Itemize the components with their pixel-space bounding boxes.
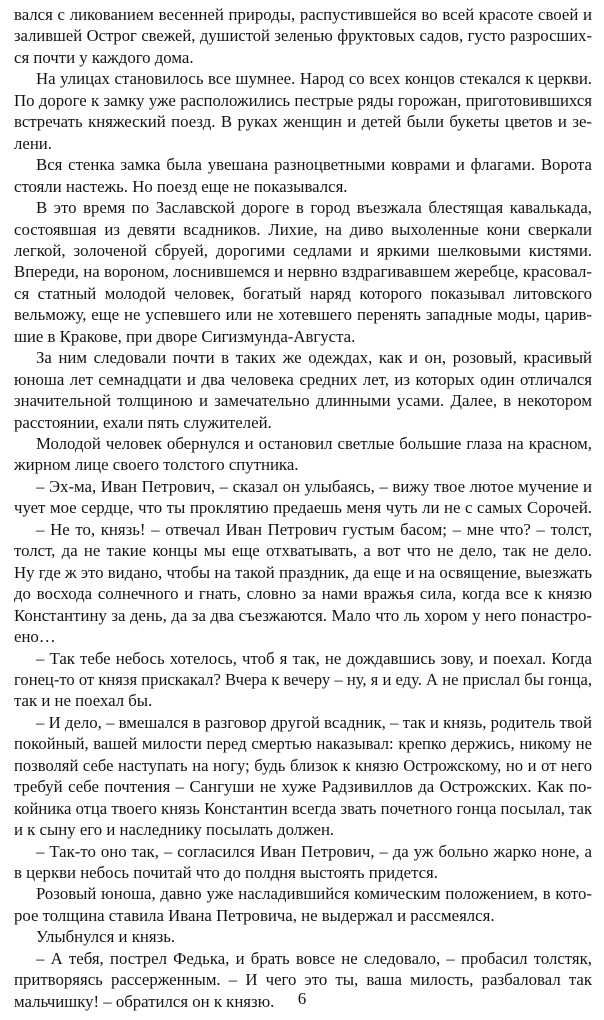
text-line: юноша лет семнадцати и два человека средних лет, из которых один отличался — [14, 369, 592, 389]
text-line: – Эх-ма, Иван Петрович, – сказал он улыбаясь, – вижу твое лютое мучение и — [36, 476, 592, 496]
text-line: Ну где ж это видано, чтобы на такой праздник, да еще и на освящение, выезжать — [14, 562, 592, 582]
text-line: и к сыну его и наследнику посылать должен. — [14, 820, 335, 840]
page-number: 6 — [297, 989, 307, 1008]
text-line: – А тебя, пострел Федька, и брать вовсе не следовало, – пробасил толстяк, — [36, 948, 592, 968]
text-line: Константину за день, да за два съезжаются. Мало что ль хором у него понастро- — [14, 605, 592, 625]
text-line: – Так тебе небось хотелось, чтоб я так, не дождавшись зову, и поехал. Когда — [36, 648, 592, 668]
text-line: значительной толщиною и замечательно длинными усами. Далее, в некотором — [14, 391, 592, 411]
text-line: в церкви небось почитай что до полдня выстоять придется. — [14, 863, 438, 882]
text-line: койника отца твоего князь Константин всегда звать почетного гонца посылал, так — [14, 798, 592, 818]
text-line: чует мое сердце, что ты проклятию предаешь меня чуть ли не с самых Сорочей. — [14, 498, 592, 518]
text-line: покойный, вашей милости перед смертью наказывал: крепко держись, никому не — [14, 734, 592, 754]
text-line: По дороге к замку уже расположились пестрые ряды горожан, приготовившихся — [14, 90, 592, 110]
text-line: жирном лице своего толстого спутника. — [14, 455, 299, 475]
text-line: до восхода солнечного и гнать, словно за нами вражья сила, когда все к князю — [14, 584, 592, 604]
text-line: гонец-то от князя прискакал? Вчера к вечеру – ну, я и еду. А не прислал бы гонца, — [14, 669, 592, 689]
text-line: ся почти у каждого дома. — [14, 47, 194, 67]
text-line: ено… — [14, 627, 56, 647]
text-line: Розовый юноша, давно уже насладившийся комическим положением, в кото- — [36, 884, 592, 904]
text-line: требуй себе почтения – Сангуши не хуже Радзивиллов да Острожских. Как по- — [14, 777, 592, 797]
text-line: – Так-то оно так, – согласился Иван Петрович, – да уж больно жарко ноне, а — [36, 841, 592, 861]
text-line: рое толщина ставила Ивана Петровича, не выдержал и рассмеялся. — [14, 905, 495, 925]
text-line: Молодой человек обернулся и остановил светлые большие глаза на красном, — [36, 434, 592, 453]
text-line: так и не поехал бы. — [14, 691, 153, 711]
text-line: За ним следовали почти в таких же одеждах, как и он, розовый, красивый — [36, 348, 592, 368]
text-line: позволяй себе наступать на ногу; будь близок к князю Острожскому, но и от него — [14, 755, 592, 775]
text-line: расстоянии, ехали пять служителей. — [14, 412, 272, 432]
text-line: – Не то, князь! – отвечал Иван Петрович густым басом; – мне что? – толст, — [36, 519, 592, 539]
text-line: встречать княжеский поезд. В руках женщин и детей были букеты цветов и зе- — [14, 112, 592, 132]
text-line: вался с ликованием весенней природы, распустившейся во всей красоте своей и — [14, 5, 592, 24]
text-line: Улыбнулся и князь. — [36, 927, 176, 947]
text-line: Вся стенка замка была увешана разноцветными коврами и флагами. Ворота — [36, 155, 592, 175]
text-line: вельможу, еще не успевшего или не хотевшего перенять западные моды, царив- — [14, 305, 592, 325]
text-line: На улицах становилось все шумнее. Народ со всех концов стекался к церкви. — [36, 69, 592, 89]
text-line: Впереди, на вороном, лоснившемся и нервно вздрагивавшем жеребце, красовал- — [14, 262, 592, 282]
text-line: В это время по Заславской дороге в город въезжала блестящая кавалькада, — [36, 198, 592, 218]
text-line: легкой, золоченой сбруей, дорогими седлами и яркими шелковыми кистями. — [14, 240, 592, 260]
text-line: притворяясь рассерженным. – И чего это ты, ваша милость, разбаловал так — [14, 970, 592, 990]
text-line: лени. — [14, 133, 52, 153]
text-line: толст, да не такие концы мы еще отхватывать, а вот что не дело, так не дело. — [14, 541, 592, 561]
text-line: стояли настежь. Но поезд еще не показывался. — [14, 176, 348, 196]
text-line: шие в Кракове, при дворе Сигизмунда-Августа. — [14, 326, 356, 346]
text-line: мальчишку! – обратился он к князю. — [14, 991, 275, 1011]
text-line: состоявшая из девяти всадников. Лихие, на диво выхоленные кони сверкали — [14, 219, 592, 239]
text-line: залившей Острог свежей, душистой зеленью фруктовых садов, густо разросших- — [14, 26, 592, 46]
text-line: ся статный молодой человек, богатый наряд которого показывал литовского — [14, 283, 592, 303]
text-line: – И дело, – вмешался в разговор другой всадник, – так и князь, родитель твой — [36, 712, 592, 732]
